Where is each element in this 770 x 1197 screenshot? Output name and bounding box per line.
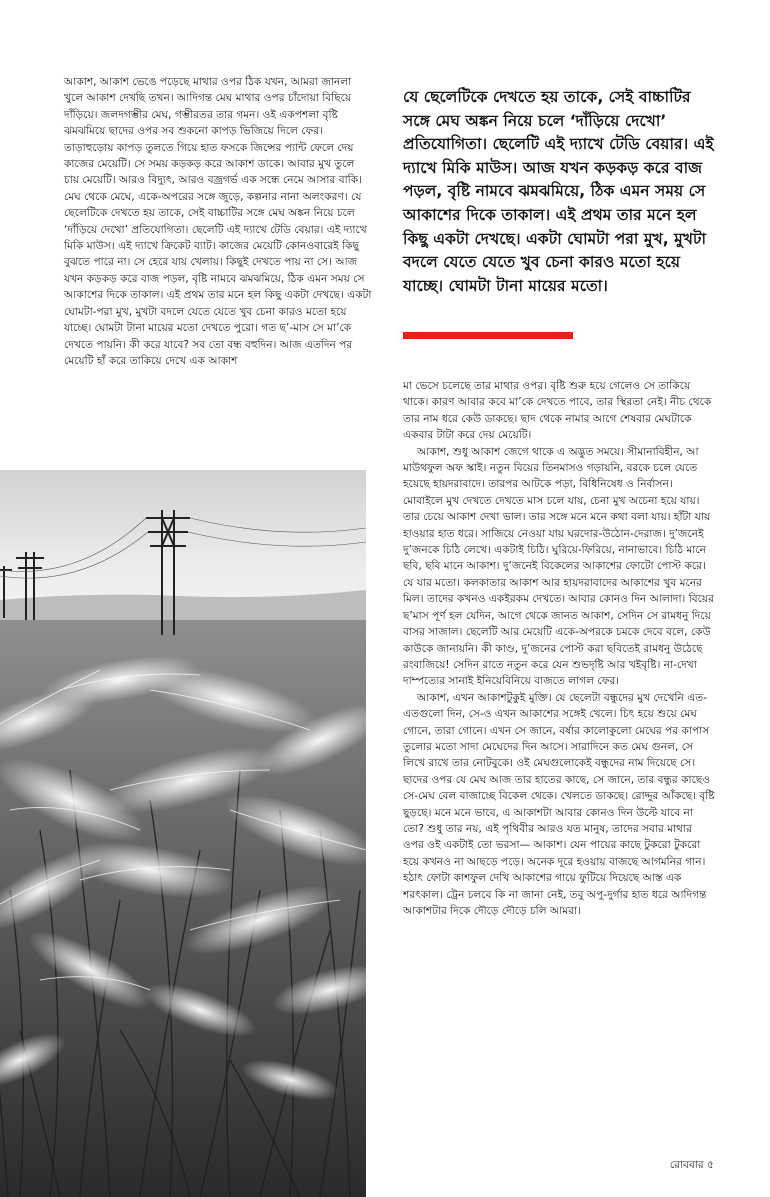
right-paragraph-2: আকাশ, শুধু আকাশ জেগে থাকে এ অদ্ভুত সময়ে। সীমানাবিহীন, আ মাউথফুল অফ স্কাই। নতুন বিয়ের তিনমাসও গড়ায়নি, বরকে চলে যেতে হয়েছে হায়দরাবাদে। তারপর আটকে পড়া, বিধিনিষেধ ও নির্বাসন। মোবাইলে মুখ দেখতে দেখতে মাস চলে যায়, চেনা মুখ অচেনা হয়ে যায়। তার চেয়ে আকাশ দেখা ভাল। তার সঙ্গে মনে মনে কথা বলা যায়। হাঁটা যায় হাওয়ার হাত ধরে। সাজিয়ে নেওয়া যায় ঘরদোর-উঠোন-দেরাজ। দু’জনেই দু’জনকে চিঠি লেখে। একটাই চিঠি। ঘুরিয়ে-ফিরিয়ে, নানাভাবে। চিঠি মানে ছবি, ছবি মানে আকাশ। দু’জনেই বিকেলের আকাশের ফোটো পোস্ট করে। যে যার মতো। কলকাতার আকাশ আর হায়দরাবাদের আকাশের খুব মনের মিল। তাদের কখনও একইরকম দেখতে। আবার কোনও দিন আলাদা। বিয়ের ছ’মাস পূর্ণ হল যেদিন, আগে থেকে জানত আকাশ, সেদিন সে রামধনু দিয়ে বাসর সাজাল। ছেলেটি আর মেয়েটি একে-অপরকে চমকে দেবে বলে, কেউ কাউকে জানায়নি। কী কাণ্ড, দু’জনের পোস্ট করা ছবিতেই রামধনু উঠেছে রংবাজিয়ে! সেদিন রাতে নতুন করে যেন শুভদৃষ্টি আর খইবৃষ্টি। না-দেখা দাম্পত্যের সানাই ইনিয়েবিনিয়ে বাজতে লাগল ফের। [403,445,714,688]
pull-quote [403,86,715,298]
left-paragraph-1: আকাশ, আকাশ ভেঙে পড়েছে মাথার ওপর ঠিক যখন, আমরা জানলা খুলে আকাশ দেখছি তখন। আদিগন্ত মেঘ মাথার ওপর চাঁদোয়া বিছিয়ে দাঁড়িয়ে। জলদগম্ভীর মেঘ, গম্ভীরতর তার গমন। ওই একপশলা বৃষ্টি ঝমঝমিয়ে ছাদের ওপর সব শুকনো কাপড় ভিজিয়ে দিলে ফের। তাড়াহুড়োয় কাপড় তুলতে গিয়ে হাত ফসকে জিন্সের প্যান্ট ফেলে দেয় কাজের মেয়েটি। সে সময় কড়কড় করে আকাশ ডাকে। আবার মুখ তুলে চায় মেয়েটি। আরও বিদ্যুৎ, আরও বজ্রগর্ভ এক সন্ধে নেমে আসার বাকি। মেঘ থেকে মেঘে, একে-অপরের সঙ্গে জুড়ে, কল্পনার নানা অলংকরণ। যে ছেলেটিকে দেখতে হয় তাকে, সেই বাচ্চাটির সঙ্গে মেঘ অঙ্কন নিয়ে চলে ‘দাঁড়িয়ে দেখো’ প্রতিযোগিতা। ছেলেটি এই দ্যাখে টেডি বেয়ার। এই দ্যাখে মিকি মাউস। এই দ্যাখে ক্রিকেট ব্যাট। কাজের মেয়েটি কোনওবারেই কিছু বুঝতে পারে না। সে হেরে যায় খেলায়। কিছুই দেখতে পায় না সে। আজ যখন কড়কড় করে বাজ পড়ল, বৃষ্টি নামবে ঝমঝমিয়ে, ঠিক এমন সময় সে আকাশের দিকে তাকাল। এই প্রথম তার মনে হল কিছু একটা দেখছে। একটা ঘোমটা-পরা মুখ, মুখটা বদলে যেতে যেতে খুব চেনা কারও মতো হয়ে যাচ্ছে। ঘোমটা টানা মায়ের মতো দেখতে পুরো। গত ছ’-মাস সে মা’কে দেখতে পায়নি। কী করে যাবে? সব তো বন্ধ বহুদিন। আজ এতদিন পর মেয়েটি হাঁ করে তাকিয়ে দেখে এক আকাশ [64,76,372,367]
right-column-article-text [403,378,715,919]
right-paragraph-1: মা ভেসে চলেছে তার মাথার ওপর। বৃষ্টি শুরু হয়ে গেলেও সে তাকিয়ে থাকে। কারণ আবার কবে মা’কে দেখতে পাবে, তার স্থিরতা নেই। নীচ থেকে তার নাম ধরে কেউ ডাকছে। ছাদ থেকে নামার আগে শেষবার মেঘটাকে একবার টাটা করে দেয় মেয়েটি। [403,380,712,442]
pull-quote-text: যে ছেলেটিকে দেখতে হয় তাকে, সেই বাচ্চাটির সঙ্গে মেঘ অঙ্কন নিয়ে চলে ‘দাঁড়িয়ে দেখো’ প্রতিযোগিতা। ছেলেটি এই দ্যাখে টেডি বেয়ার। এই দ্যাখে মিকি মাউস। আজ যখন কড়কড় করে বাজ পড়ল, বৃষ্টি নামবে ঝমঝমিয়ে, ঠিক এমন সময় সে আকাশের দিকে তাকাল। এই প্রথম তার মনে হল কিছু একটা দেখছে। একটা ঘোমটা পরা মুখ, মুখটা বদলে যেতে যেতে খুব চেনা কারও মতো হয়ে যাচ্ছে। ঘোমটা টানা মায়ের মতো। [403,88,714,295]
right-paragraph-3: আকাশ, এখন আকাশটুকুই মুক্তি। যে ছেলেটা বন্ধুদের মুখ দেখেনি এত-এতগুলো দিন, সে-ও এখন আকাশের সঙ্গেই খেলে। চিৎ হয়ে শুয়ে মেঘ গোনে, তারা গোনে। এখন সে জানে, বর্ষার কালোকুলো মেঘের পর কাপাস তুলোর মতো সাদা মেঘেদের দিন আসে। সারাদিনে কত মেঘ গুনল, সে লিখে রাখে তার নোটবুকে। ওই মেঘগুলোকেই বন্ধুদের নাম দিয়েছে সে। ছাদের ওপর যে মেঘ আজ তার হাতের কাছে, সে জানে, তার বন্ধুর কাছেও সে-মেঘ বেল বাজাচ্ছে বিকেল থেকে। খেলতে ডাকছে। রোদ্দুর আঁকছে। বৃষ্টি ছুড়ছে। মনে মনে ভাবে, এ আকাশটা আবার কোনও দিন উল্টে যাবে না তো? শুধু তার নয়, এই পৃথিবীর আরও যত মানুষ, তাদের সবার মাথার ওপর ওই একটাই তো ভরসা— আকাশ। যেন পায়ের কাছে টুকরো টুকরো হয়ে কখনও না আছড়ে পড়ে। অনেক দূরে হওয়ায় বাজছে আগমনির গান। হঠাৎ ফোটা কাশফুল দেখি আকাশের গায়ে ফুটিয়ে দিয়েছে আস্ত এক শরৎকাল। ট্রেন চলবে কি না জানা নেই, তবু অপু-দুর্গার হাত ধরে আদিগন্ত আকাশটার দিকে দৌড়ে দৌড়ে চলি আমরা। [403,691,715,917]
kashphool-field-photo [0,470,366,1197]
page-folio: রোববার ৫ [669,1159,714,1171]
red-accent-rule [403,332,573,339]
left-column-article-text [64,74,372,369]
